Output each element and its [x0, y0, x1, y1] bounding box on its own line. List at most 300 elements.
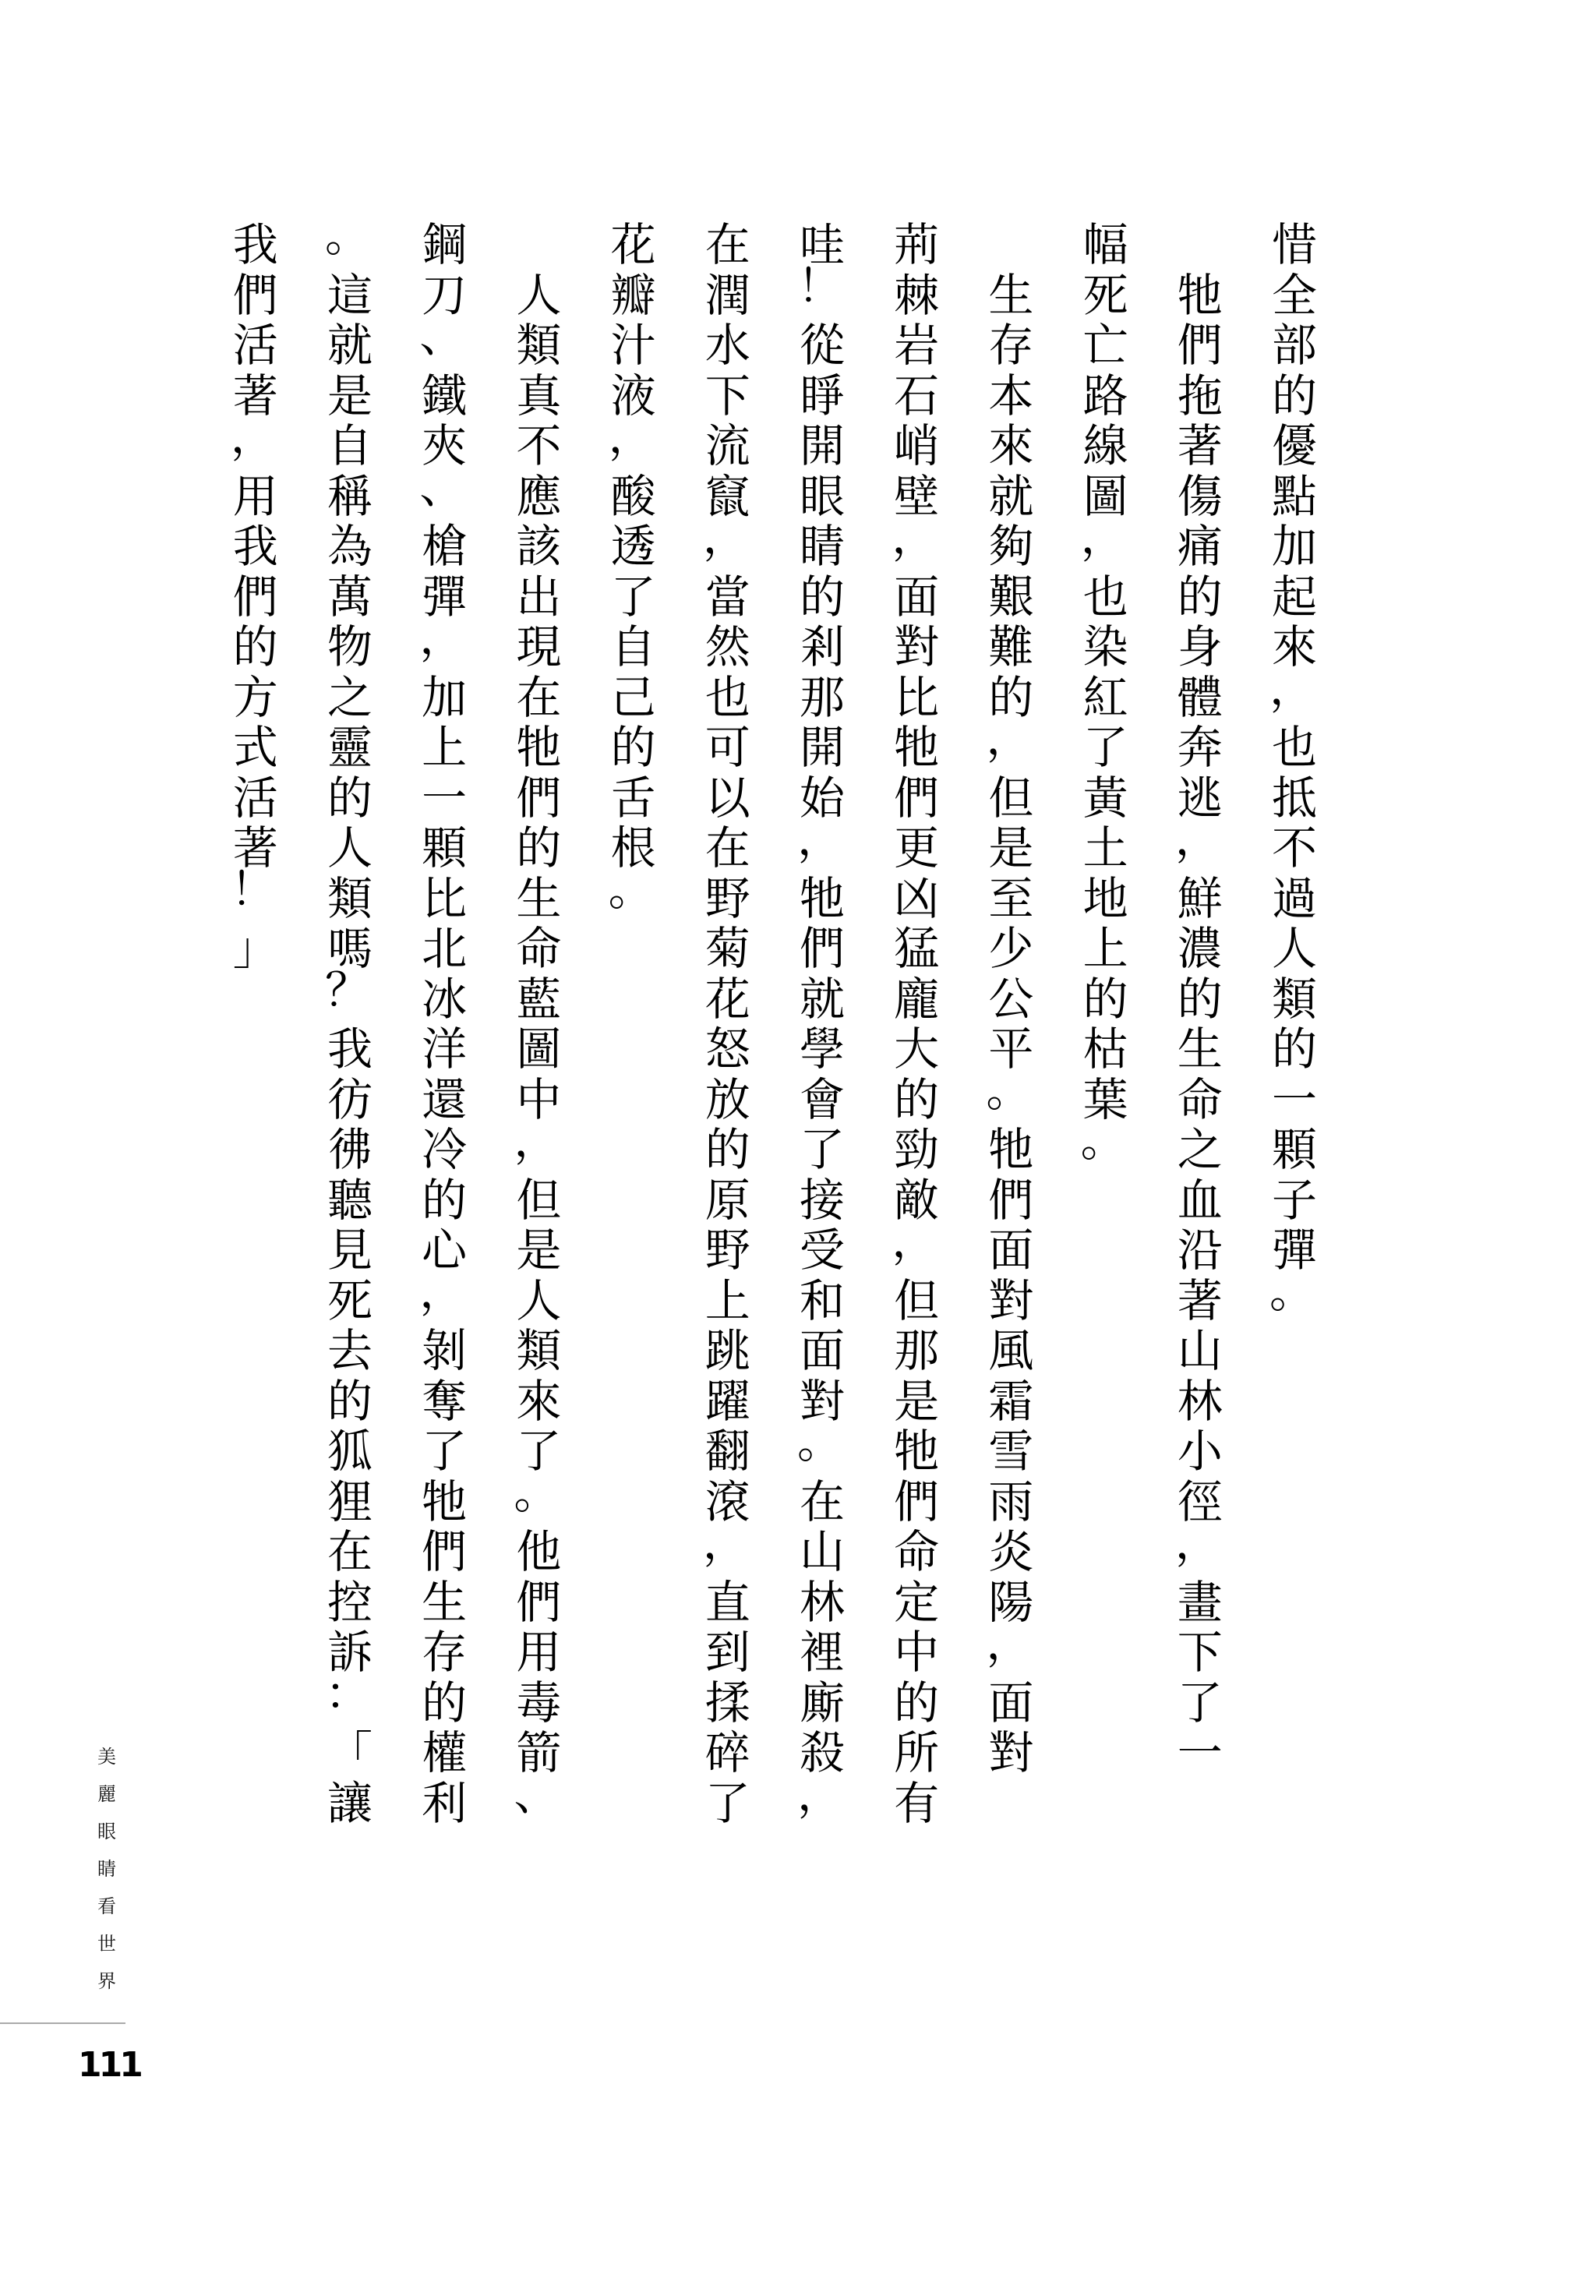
glyph: 小 [1177, 1425, 1223, 1478]
glyph: 毒 [516, 1676, 562, 1729]
glyph: 一 [1271, 1072, 1317, 1126]
glyph: 著 [232, 821, 278, 874]
glyph: 睛 [799, 520, 845, 573]
glyph: 對 [894, 620, 940, 673]
glyph: 方 [232, 670, 278, 724]
glyph: 的 [327, 771, 373, 825]
glyph: 。 [1269, 1264, 1315, 1318]
glyph: 更 [894, 821, 940, 874]
glyph: 上 [422, 721, 468, 774]
glyph: 眼 [799, 469, 845, 523]
glyph: 地 [1082, 871, 1128, 925]
glyph: 的 [894, 1072, 940, 1126]
text-column-1 [1269, 220, 1319, 1326]
glyph: 根 [610, 821, 656, 874]
glyph: 的 [516, 821, 562, 874]
glyph: 加 [422, 670, 468, 724]
glyph: 所 [894, 1726, 940, 1779]
glyph: 林 [1177, 1374, 1223, 1428]
glyph: 雨 [988, 1475, 1034, 1528]
glyph: 紅 [1082, 670, 1128, 724]
glyph: 拖 [1177, 369, 1223, 422]
glyph: 殺 [799, 1726, 845, 1779]
glyph: 了 [610, 570, 656, 623]
glyph: 冰 [422, 972, 468, 1026]
glyph: 平 [988, 1023, 1034, 1076]
glyph: 線 [1082, 419, 1128, 472]
glyph: 世 [97, 1933, 116, 1955]
glyph: 一 [422, 771, 468, 825]
glyph: 用 [516, 1626, 562, 1679]
glyph: 們 [894, 1475, 940, 1528]
glyph: 加 [1271, 520, 1317, 573]
glyph: 受 [799, 1224, 845, 1277]
glyph: 始 [799, 771, 845, 825]
glyph: 定 [894, 1575, 940, 1629]
glyph: 是 [988, 821, 1034, 874]
glyph: 亡 [1082, 319, 1128, 372]
glyph: 們 [516, 771, 562, 825]
glyph: 林 [799, 1575, 845, 1629]
glyph: 的 [327, 1374, 373, 1428]
glyph: 活 [232, 319, 278, 372]
glyph: 棘 [894, 268, 940, 322]
glyph: 比 [894, 670, 940, 724]
glyph: 猛 [894, 922, 940, 975]
glyph: 裡 [799, 1626, 845, 1679]
glyph: 藍 [516, 972, 562, 1026]
glyph: 是 [894, 1374, 940, 1428]
running-title [97, 1738, 117, 2000]
glyph: ， [608, 410, 654, 463]
text-column-9 [514, 270, 563, 1829]
glyph: 廝 [799, 1676, 845, 1729]
glyph: 物 [327, 620, 373, 673]
glyph: 類 [516, 319, 562, 372]
glyph: 生 [988, 268, 1034, 322]
glyph: 到 [704, 1626, 750, 1679]
glyph: 們 [894, 771, 940, 825]
glyph: 北 [422, 922, 468, 975]
glyph: 血 [1177, 1173, 1223, 1227]
glyph: 還 [422, 1072, 468, 1126]
glyph: ， [1080, 510, 1126, 563]
glyph: 畫 [1177, 1575, 1223, 1629]
glyph: 著 [1177, 1273, 1223, 1327]
glyph: 雪 [988, 1425, 1034, 1478]
glyph: 下 [704, 369, 750, 422]
page-number: 111 [78, 2045, 140, 2085]
glyph: 們 [1177, 319, 1223, 372]
glyph: 面 [988, 1224, 1034, 1277]
glyph: 的 [988, 670, 1034, 724]
glyph: 壁 [894, 469, 940, 523]
text-column-2 [1175, 270, 1225, 1779]
glyph: 這 [327, 268, 373, 322]
glyph: 痛 [1177, 520, 1223, 573]
glyph: 身 [1177, 620, 1223, 673]
glyph: 陽 [988, 1575, 1034, 1629]
glyph: 奔 [1177, 721, 1223, 774]
glyph: 鋼 [422, 218, 468, 271]
glyph: 。 [986, 1063, 1032, 1117]
glyph: 酸 [610, 469, 656, 523]
glyph: 染 [1082, 620, 1128, 673]
glyph: 艱 [988, 570, 1034, 623]
glyph: 活 [232, 771, 278, 825]
glyph: 液 [610, 369, 656, 422]
glyph: 眼 [97, 1821, 116, 1842]
glyph: 難 [988, 620, 1034, 673]
glyph: 逃 [1177, 771, 1223, 825]
glyph: 牠 [422, 1475, 468, 1528]
glyph: 風 [988, 1324, 1034, 1377]
glyph: ， [1174, 1516, 1220, 1569]
glyph: 彈 [422, 570, 468, 623]
glyph: 接 [799, 1173, 845, 1227]
glyph: 抵 [1271, 771, 1317, 825]
glyph: 峭 [894, 419, 940, 472]
glyph: 。 [325, 209, 371, 262]
glyph: 荊 [894, 218, 940, 271]
glyph: 以 [704, 771, 750, 825]
glyph: 該 [516, 520, 562, 573]
glyph: 牠 [894, 721, 940, 774]
glyph: 流 [704, 419, 750, 472]
glyph: 但 [894, 1273, 940, 1327]
glyph: 之 [1177, 1123, 1223, 1176]
glyph: 怒 [704, 1023, 750, 1076]
glyph: 類 [516, 1324, 562, 1377]
glyph: 真 [516, 369, 562, 422]
glyph: 心 [422, 1224, 468, 1277]
glyph: 應 [516, 469, 562, 523]
glyph: 的 [422, 1173, 468, 1227]
glyph: 生 [422, 1575, 468, 1629]
glyph: 野 [704, 871, 750, 925]
glyph: 。 [608, 862, 654, 916]
glyph: 訴 [327, 1626, 373, 1679]
glyph: 野 [704, 1224, 750, 1277]
glyph: 稱 [327, 469, 373, 523]
glyph: 們 [232, 268, 278, 322]
glyph: ， [702, 1516, 748, 1569]
glyph: 」 [232, 922, 278, 975]
glyph: 霜 [988, 1374, 1034, 1428]
glyph: 就 [327, 319, 373, 372]
glyph: 大 [894, 1023, 940, 1076]
glyph: 聽 [327, 1173, 373, 1227]
glyph: 就 [799, 972, 845, 1026]
glyph: 勁 [894, 1123, 940, 1176]
glyph: 死 [327, 1273, 373, 1327]
glyph: 過 [1271, 871, 1317, 925]
glyph: 傷 [1177, 469, 1223, 523]
glyph: ！ [230, 862, 276, 916]
glyph: ？ [325, 963, 371, 1016]
glyph: 。 [1080, 1114, 1126, 1167]
glyph: 那 [894, 1324, 940, 1377]
glyph: 嗎 [327, 922, 373, 975]
glyph: 是 [327, 369, 373, 422]
glyph: 對 [799, 1374, 845, 1428]
glyph: 奪 [422, 1374, 468, 1428]
glyph: 黃 [1082, 771, 1128, 825]
glyph: 一 [1177, 1726, 1223, 1779]
glyph: ， [702, 510, 748, 563]
glyph: 滾 [704, 1475, 750, 1528]
glyph: 躍 [704, 1374, 750, 1428]
glyph: 存 [422, 1626, 468, 1679]
glyph: 水 [704, 319, 750, 372]
glyph: 了 [1177, 1676, 1223, 1729]
glyph: ， [797, 1767, 843, 1821]
glyph: 但 [988, 771, 1034, 825]
glyph: 人 [1271, 922, 1317, 975]
glyph: 直 [704, 1575, 750, 1629]
glyph: 那 [799, 670, 845, 724]
glyph: 的 [610, 721, 656, 774]
glyph: 萬 [327, 570, 373, 623]
glyph: 哇 [799, 218, 845, 271]
glyph: 岩 [894, 319, 940, 372]
glyph: 中 [516, 1072, 562, 1126]
glyph: 的 [1082, 972, 1128, 1026]
glyph: 鮮 [1177, 871, 1223, 925]
glyph: 汁 [610, 319, 656, 372]
glyph: 在 [704, 821, 750, 874]
glyph: 他 [516, 1525, 562, 1578]
text-column-10 [419, 220, 469, 1828]
glyph: 來 [1271, 620, 1317, 673]
glyph: 著 [232, 369, 278, 422]
glyph: 。 [797, 1415, 843, 1468]
glyph: 著 [1177, 419, 1223, 472]
glyph: 凶 [894, 871, 940, 925]
glyph: 靈 [327, 721, 373, 774]
glyph: 狐 [327, 1425, 373, 1478]
glyph: 部 [1271, 319, 1317, 372]
glyph: ， [1174, 812, 1220, 865]
glyph: 體 [1177, 670, 1223, 724]
glyph: 面 [799, 1324, 845, 1377]
glyph: 路 [1082, 369, 1128, 422]
glyph: 顆 [422, 821, 468, 874]
glyph: 出 [516, 570, 562, 623]
glyph: 之 [327, 670, 373, 724]
glyph: 槍 [422, 520, 468, 573]
glyph: 、 [419, 309, 465, 362]
glyph: 了 [1082, 721, 1128, 774]
glyph: 花 [610, 218, 656, 271]
glyph: ， [230, 410, 276, 463]
glyph: 龐 [894, 972, 940, 1026]
glyph: 狸 [327, 1475, 373, 1528]
glyph: 彈 [1271, 1224, 1317, 1277]
glyph: 人 [516, 1273, 562, 1327]
glyph: 我 [232, 218, 278, 271]
glyph: 夠 [988, 520, 1034, 573]
glyph: 權 [422, 1726, 468, 1779]
glyph: 的 [1177, 972, 1223, 1026]
glyph: 睛 [97, 1858, 116, 1880]
glyph: 、 [514, 1767, 560, 1821]
glyph: 在 [327, 1525, 373, 1578]
glyph: 不 [516, 419, 562, 472]
glyph: ， [514, 1114, 560, 1167]
glyph: ， [986, 1616, 1032, 1669]
glyph: 牠 [516, 721, 562, 774]
glyph: ： [325, 1666, 371, 1720]
glyph: 竄 [704, 469, 750, 523]
glyph: 菊 [704, 922, 750, 975]
glyph: 上 [1082, 922, 1128, 975]
glyph: 山 [1177, 1324, 1223, 1377]
glyph: 沿 [1177, 1224, 1223, 1277]
glyph: 葉 [1082, 1072, 1128, 1126]
glyph: ， [797, 812, 843, 865]
glyph: 也 [1271, 721, 1317, 774]
glyph: 我 [327, 1023, 373, 1076]
glyph: 石 [894, 369, 940, 422]
glyph: 鐵 [422, 369, 468, 422]
glyph: 放 [704, 1072, 750, 1126]
glyph: 原 [704, 1173, 750, 1227]
glyph: 圖 [1082, 469, 1128, 523]
glyph: 上 [704, 1273, 750, 1327]
glyph: 也 [704, 670, 750, 724]
glyph: 本 [988, 369, 1034, 422]
glyph: 利 [422, 1776, 468, 1830]
glyph: 瓣 [610, 268, 656, 322]
glyph: 開 [799, 721, 845, 774]
glyph: ， [419, 611, 465, 664]
glyph: 的 [232, 620, 278, 673]
glyph: 類 [1271, 972, 1317, 1026]
glyph: 麗 [97, 1783, 116, 1805]
glyph: 牠 [894, 1425, 940, 1478]
text-column-12 [231, 220, 281, 974]
glyph: 面 [894, 570, 940, 623]
glyph: 揉 [704, 1676, 750, 1729]
glyph: 們 [232, 570, 278, 623]
glyph: 人 [516, 268, 562, 322]
glyph: 圖 [516, 1023, 562, 1076]
glyph: 洋 [422, 1023, 468, 1076]
text-column-7 [703, 220, 753, 1828]
glyph: 美 [97, 1746, 116, 1768]
glyph: 至 [988, 871, 1034, 925]
glyph: 徑 [1177, 1475, 1223, 1528]
text-column-11 [325, 209, 375, 1830]
glyph: 的 [422, 1676, 468, 1729]
glyph: 花 [704, 972, 750, 1026]
glyph: 山 [799, 1525, 845, 1578]
glyph: 濃 [1177, 922, 1223, 975]
glyph: 面 [988, 1676, 1034, 1729]
glyph: 了 [704, 1776, 750, 1830]
glyph: 彷 [327, 1072, 373, 1126]
glyph: 炎 [988, 1525, 1034, 1578]
glyph: ， [986, 712, 1032, 765]
glyph: 控 [327, 1575, 373, 1629]
glyph: 了 [516, 1425, 562, 1478]
glyph: 在 [516, 670, 562, 724]
glyph: 枯 [1082, 1023, 1128, 1076]
glyph: 來 [516, 1374, 562, 1428]
glyph: 中 [894, 1626, 940, 1679]
glyph: 幅 [1082, 218, 1128, 271]
glyph: 學 [799, 1023, 845, 1076]
glyph: 可 [704, 721, 750, 774]
glyph: 的 [704, 1123, 750, 1176]
glyph: 起 [1271, 570, 1317, 623]
glyph: 碎 [704, 1726, 750, 1779]
glyph: 命 [894, 1525, 940, 1578]
glyph: 也 [1082, 570, 1128, 623]
glyph: 、 [419, 460, 465, 514]
glyph: ， [419, 1264, 465, 1318]
glyph: 敵 [894, 1173, 940, 1227]
text-column-8 [609, 220, 659, 924]
glyph: 的 [1271, 1023, 1317, 1076]
glyph: 然 [704, 620, 750, 673]
glyph: 惜 [1271, 218, 1317, 271]
glyph: 來 [988, 419, 1034, 472]
glyph: 「 [327, 1726, 373, 1779]
glyph: 不 [1271, 821, 1317, 874]
glyph: 會 [799, 1072, 845, 1126]
text-column-5 [892, 220, 941, 1828]
glyph: 刀 [422, 268, 468, 322]
glyph: ， [892, 510, 937, 563]
glyph: 們 [422, 1525, 468, 1578]
glyph: 從 [799, 319, 845, 372]
glyph: 讓 [327, 1776, 373, 1830]
glyph: 人 [327, 821, 373, 874]
glyph: 的 [894, 1676, 940, 1729]
glyph: 牠 [799, 871, 845, 925]
text-column-3 [1081, 220, 1131, 1175]
glyph: 生 [516, 871, 562, 925]
glyph: 用 [232, 469, 278, 523]
glyph: 式 [232, 721, 278, 774]
glyph: 下 [1177, 1626, 1223, 1679]
glyph: 土 [1082, 821, 1128, 874]
glyph: 自 [610, 620, 656, 673]
glyph: 對 [988, 1726, 1034, 1779]
glyph: 點 [1271, 469, 1317, 523]
glyph: 跳 [704, 1324, 750, 1377]
glyph: 彿 [327, 1123, 373, 1176]
glyph: 翻 [704, 1425, 750, 1478]
glyph: 了 [422, 1425, 468, 1478]
glyph: 子 [1271, 1173, 1317, 1227]
glyph: 的 [1177, 570, 1223, 623]
text-column-6 [797, 220, 847, 1828]
glyph: 們 [516, 1575, 562, 1629]
glyph: 們 [799, 922, 845, 975]
glyph: 當 [704, 570, 750, 623]
glyph: 存 [988, 319, 1034, 372]
glyph: 剝 [422, 1324, 468, 1377]
glyph: 比 [422, 871, 468, 925]
glyph: 類 [327, 871, 373, 925]
glyph: 開 [799, 419, 845, 472]
glyph: 界 [97, 1970, 116, 1992]
glyph: 透 [610, 520, 656, 573]
glyph: 自 [327, 419, 373, 472]
